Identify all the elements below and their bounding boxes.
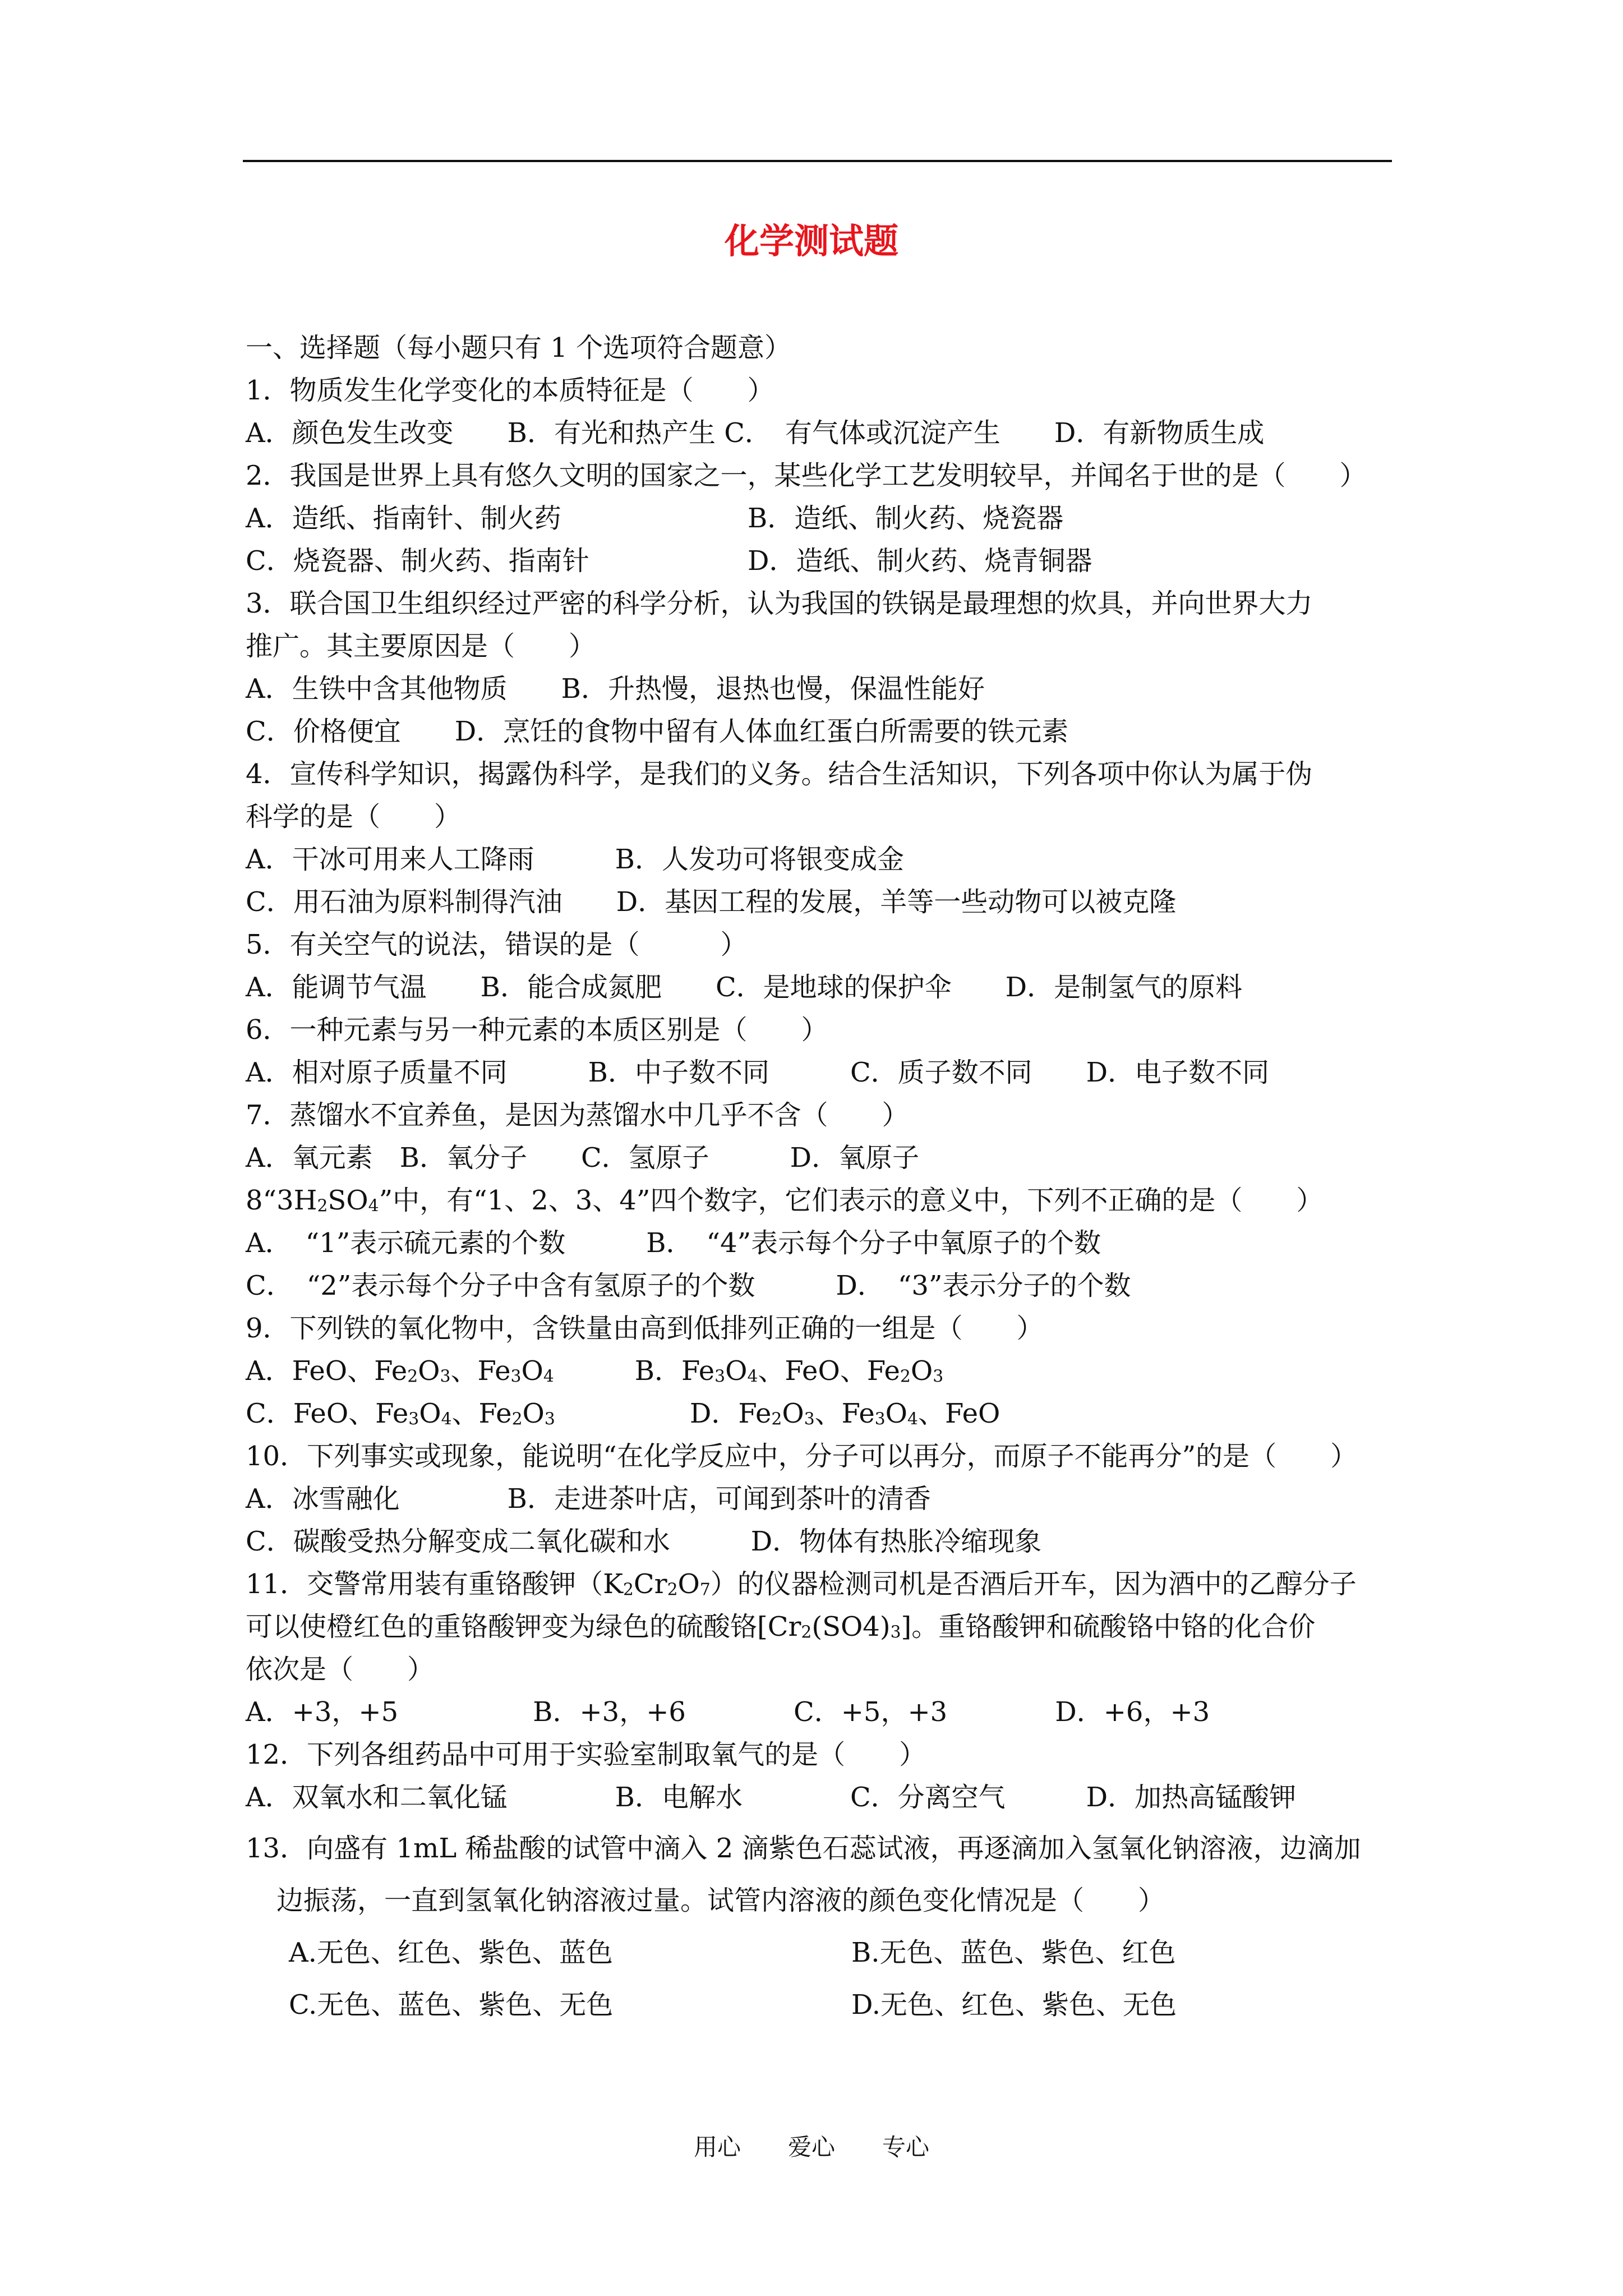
- q10-stem: 10．下列事实或现象，能说明“在化学反应中，分子可以再分，而原子不能再分”的是（ ）: [246, 1441, 1358, 1472]
- q1-options: A．颜色发生改变 B．有光和热产生 C． 有气体或沉淀产生 D．有新物质生成: [246, 417, 1265, 449]
- q13-option-c: C.无色、蓝色、紫色、无色: [289, 1989, 614, 2021]
- q6-stem: 6．一种元素与另一种元素的本质区别是（ ）: [246, 1014, 828, 1046]
- q10-options-cd: C．碳酸受热分解变成二氧化碳和水 D．物体有热胀冷缩现象: [246, 1526, 1042, 1557]
- q8-stem: $8“3H_2SO_4$”中，有“1、2、3、4”四个数字，它们表示的意义中，下列不正确的是（ ）: [246, 1185, 1324, 1216]
- q9-options-ab: A．FeO、$Fe_2O_3$、$Fe_3O_4$ B．$Fe_3O_4$、FeO、$Fe_2O_3$: [246, 1355, 944, 1387]
- q4-stem-line1: 4．宣传科学知识，揭露伪科学，是我们的义务。结合生活知识，下列各项中你认为属于伪: [246, 758, 1313, 790]
- q11-options: A．+3，+5 B．+3，+6 C．+5，+3 D．+6，+3: [246, 1696, 1210, 1728]
- q2-option-a: A．造纸、指南针、制火药: [246, 503, 561, 534]
- q13-stem-line2: 边振荡，一直到氢氧化钠溶液过量。试管内溶液的颜色变化情况是（ ）: [276, 1885, 1165, 1916]
- q3-stem-line2: 推广。其主要原因是（ ）: [246, 631, 596, 662]
- q11-stem-line2: 可以使橙红色的重铬酸钾变为绿色的硫酸铬$[Cr_2(SO4)_3]$。重铬酸钾和硫酸铬中铬的化合价: [246, 1611, 1316, 1642]
- q2-option-c: C．烧瓷器、制火药、指南针: [246, 545, 589, 577]
- q9-options-cd: C．FeO、$Fe_3O_4$、$Fe_2O_3$ D．$Fe_2O_3$、$Fe_3O_4$、FeO: [246, 1398, 1000, 1429]
- q4-options-ab: A．干冰可用来人工降雨 B．人发功可将银变成金: [246, 844, 904, 875]
- page-footer: 用心 爱心 专心: [693, 2133, 929, 2161]
- q3-options-cd: C．价格便宜 D．烹饪的食物中留有人体血红蛋白所需要的铁元素: [246, 716, 1069, 747]
- q13-option-b: B.无色、蓝色、紫色、红色: [851, 1937, 1176, 1968]
- q2-stem: 2．我国是世界上具有悠久文明的国家之一，某些化学工艺发明较早，并闻名于世的是（ ）: [246, 460, 1367, 491]
- q5-options: A．能调节气温 B．能合成氮肥 C．是地球的保护伞 D．是制氢气的原料: [246, 972, 1243, 1003]
- q4-stem-line2: 科学的是（ ）: [246, 801, 462, 832]
- header-rule: [243, 160, 1392, 162]
- q8-options-cd: C． “2”表示每个分子中含有氢原子的个数 D． “3”表示分子的个数: [246, 1270, 1131, 1301]
- q2-option-b: B．造纸、制火药、烧瓷器: [748, 503, 1064, 534]
- q3-options-ab: A．生铁中含其他物质 B．升热慢，退热也慢，保温性能好: [246, 673, 985, 705]
- section-heading: 一、选择题（每小题只有 1 个选项符合题意）: [246, 332, 792, 364]
- q10-options-ab: A．冰雪融化 B．走进茶叶店，可闻到茶叶的清香: [246, 1483, 931, 1515]
- q3-stem-line1: 3．联合国卫生组织经过严密的科学分析，认为我国的铁锅是最理想的炊具，并向世界大力: [246, 588, 1313, 619]
- q7-options: A．氧元素 B．氧分子 C．氢原子 D．氧原子: [246, 1142, 920, 1174]
- q5-stem: 5．有关空气的说法，错误的是（ ）: [246, 929, 748, 960]
- q12-options: A．双氧水和二氧化锰 B．电解水 C．分离空气 D．加热高锰酸钾: [246, 1782, 1297, 1813]
- q6-options: A．相对原子质量不同 B．中子数不同 C．质子数不同 D．电子数不同: [246, 1057, 1270, 1088]
- q7-stem: 7．蒸馏水不宜养鱼，是因为蒸馏水中几乎不含（ ）: [246, 1099, 909, 1131]
- q13-stem-line1: 13．向盛有 1mL 稀盐酸的试管中滴入 2 滴紫色石蕊试液，再逐滴加入氢氧化钠溶液，边滴加: [246, 1833, 1361, 1864]
- q12-stem: 12．下列各组药品中可用于实验室制取氧气的是（ ）: [246, 1739, 926, 1770]
- q9-stem: 9．下列铁的氧化物中，含铁量由高到低排列正确的一组是（ ）: [246, 1313, 1044, 1344]
- page-title: 化学测试题: [724, 220, 898, 261]
- q4-options-cd: C．用石油为原料制得汽油 D．基因工程的发展，羊等一些动物可以被克隆: [246, 886, 1177, 918]
- q11-stem-line1: 11．交警常用装有重铬酸钾$(K_2Cr_2O_7)$的仪器检测司机是否酒后开车，因为酒中的乙醇分子: [246, 1568, 1357, 1600]
- q11-stem-line3: 依次是（ ）: [246, 1654, 435, 1685]
- q13-option-d: D.无色、红色、紫色、无色: [851, 1989, 1177, 2021]
- q2-option-d: D．造纸、制火药、烧青铜器: [748, 545, 1092, 577]
- q8-options-ab: A． “1”表示硫元素的个数 B． “4”表示每个分子中氧原子的个数: [246, 1227, 1101, 1259]
- q1-stem: 1．物质发生化学变化的本质特征是（ ）: [246, 375, 774, 406]
- q13-option-a: A.无色、红色、紫色、蓝色: [289, 1937, 613, 1968]
